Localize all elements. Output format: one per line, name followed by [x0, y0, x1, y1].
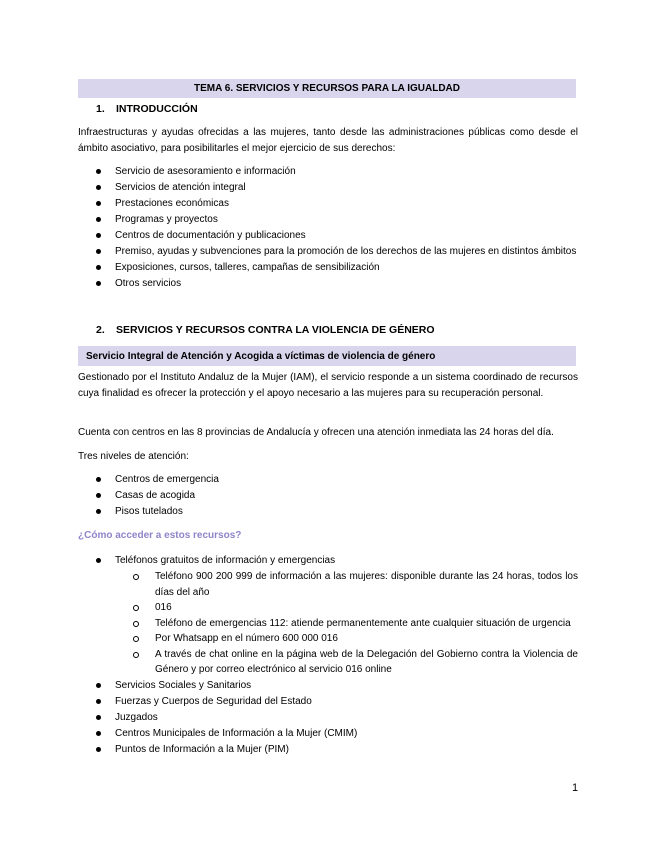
bullet-icon	[96, 265, 101, 270]
section-2-para-1: Gestionado por el Instituto Andaluz de la Mujer (IAM), el servicio responde a un sistema coordinado de recursos cuya finalidad es ofrecer la protección y el apoyo necesario a las mujeres para su recuperación personal.	[78, 372, 578, 399]
list-item: Fuerzas y Cuerpos de Seguridad del Estado	[78, 694, 578, 710]
bullet-icon	[96, 201, 101, 206]
list-item: Puntos de Información a la Mujer (PIM)	[78, 742, 578, 758]
page-number: 1	[572, 782, 579, 794]
list-item: Teléfonos gratuitos de información y emergencias Teléfono 900 200 999 de información a las mujeres: disponible durante las 24 horas, todos los días del año 016 Teléfono de emergencias 112: atiende permanentemente ante cualquier situación de urgencia Por Whatsapp en el número 600 000 016 A través de chat online en la página web de la Delegación del Gobierno contra la Violencia de Género y por correo electrónico al servicio 016 online	[78, 553, 578, 678]
list-item: Exposiciones, cursos, talleres, campañas de sensibilización	[78, 260, 578, 276]
levels-list	[78, 472, 578, 520]
list-item: Servicios de atención integral	[78, 180, 578, 196]
list-item: Centros Municipales de Información a la Mujer (CMIM)	[78, 726, 578, 742]
section-2-number: 2.	[96, 324, 105, 336]
section-2-heading	[96, 324, 435, 336]
circle-bullet-icon	[133, 652, 139, 658]
list-item: Centros de documentación y publicaciones	[78, 228, 578, 244]
circle-bullet-icon	[133, 574, 139, 580]
list-item: Otros servicios	[78, 276, 578, 292]
bullet-icon	[96, 683, 101, 688]
section-1-heading	[96, 103, 198, 115]
document-title: TEMA 6. SERVICIOS Y RECURSOS PARA LA IGUALDAD	[78, 79, 576, 98]
sub-list-item: 016	[115, 600, 578, 616]
bullet-icon	[96, 699, 101, 704]
section-2-para-2: Cuenta con centros en las 8 provincias de Andalucía y ofrecen una atención inmediata las 24 horas del día.	[78, 427, 554, 438]
access-heading: ¿Cómo acceder a estos recursos?	[78, 530, 242, 541]
bullet-icon	[96, 493, 101, 498]
list-item: Casas de acogida	[78, 488, 578, 504]
phones-list	[115, 569, 578, 678]
access-list	[78, 553, 578, 758]
bullet-icon	[96, 217, 101, 222]
bullet-icon	[96, 281, 101, 286]
bullet-icon	[96, 233, 101, 238]
levels-intro: Tres niveles de atención:	[78, 451, 189, 462]
bullet-icon	[96, 185, 101, 190]
bullet-icon	[96, 747, 101, 752]
bullet-icon	[96, 731, 101, 736]
section-1-title: INTRODUCCIÓN	[116, 103, 198, 115]
circle-bullet-icon	[133, 621, 139, 627]
bullet-icon	[96, 558, 101, 563]
sub-list-item: Teléfono de emergencias 112: atiende permanentemente ante cualquier situación de urgencia	[115, 616, 578, 632]
list-item: Prestaciones económicas	[78, 196, 578, 212]
list-item: Juzgados	[78, 710, 578, 726]
bullet-icon	[96, 249, 101, 254]
list-item: Programas y proyectos	[78, 212, 578, 228]
sub-list-item: Por Whatsapp en el número 600 000 016	[115, 631, 578, 647]
circle-bullet-icon	[133, 636, 139, 642]
bullet-icon	[96, 169, 101, 174]
list-item: Pisos tutelados	[78, 504, 578, 520]
section-1-intro: Infraestructuras y ayudas ofrecidas a las mujeres, tanto desde las administraciones públicas como desde el ámbito asociativo, para posibilitarles el mejor ejercicio de sus derechos:	[78, 127, 578, 154]
sub-list-item: Teléfono 900 200 999 de información a las mujeres: disponible durante las 24 horas, todos los días del año	[115, 569, 578, 600]
list-item: Servicios Sociales y Sanitarios	[78, 678, 578, 694]
circle-bullet-icon	[133, 605, 139, 611]
bullet-icon	[96, 509, 101, 514]
subsection-title: Servicio Integral de Atención y Acogida a víctimas de violencia de género	[78, 346, 576, 366]
list-item: Centros de emergencia	[78, 472, 578, 488]
bullet-icon	[96, 715, 101, 720]
section-2-title: SERVICIOS Y RECURSOS CONTRA LA VIOLENCIA DE GÉNERO	[116, 324, 435, 336]
sub-list-item: A través de chat online en la página web de la Delegación del Gobierno contra la Violencia de Género y por correo electrónico al servicio 016 online	[115, 647, 578, 678]
section-1-list	[78, 164, 578, 292]
section-1-number: 1.	[96, 103, 105, 115]
list-item: Servicio de asesoramiento e información	[78, 164, 578, 180]
bullet-icon	[96, 477, 101, 482]
list-item: Premiso, ayudas y subvenciones para la promoción de los derechos de las mujeres en distintos ámbitos	[78, 244, 578, 260]
